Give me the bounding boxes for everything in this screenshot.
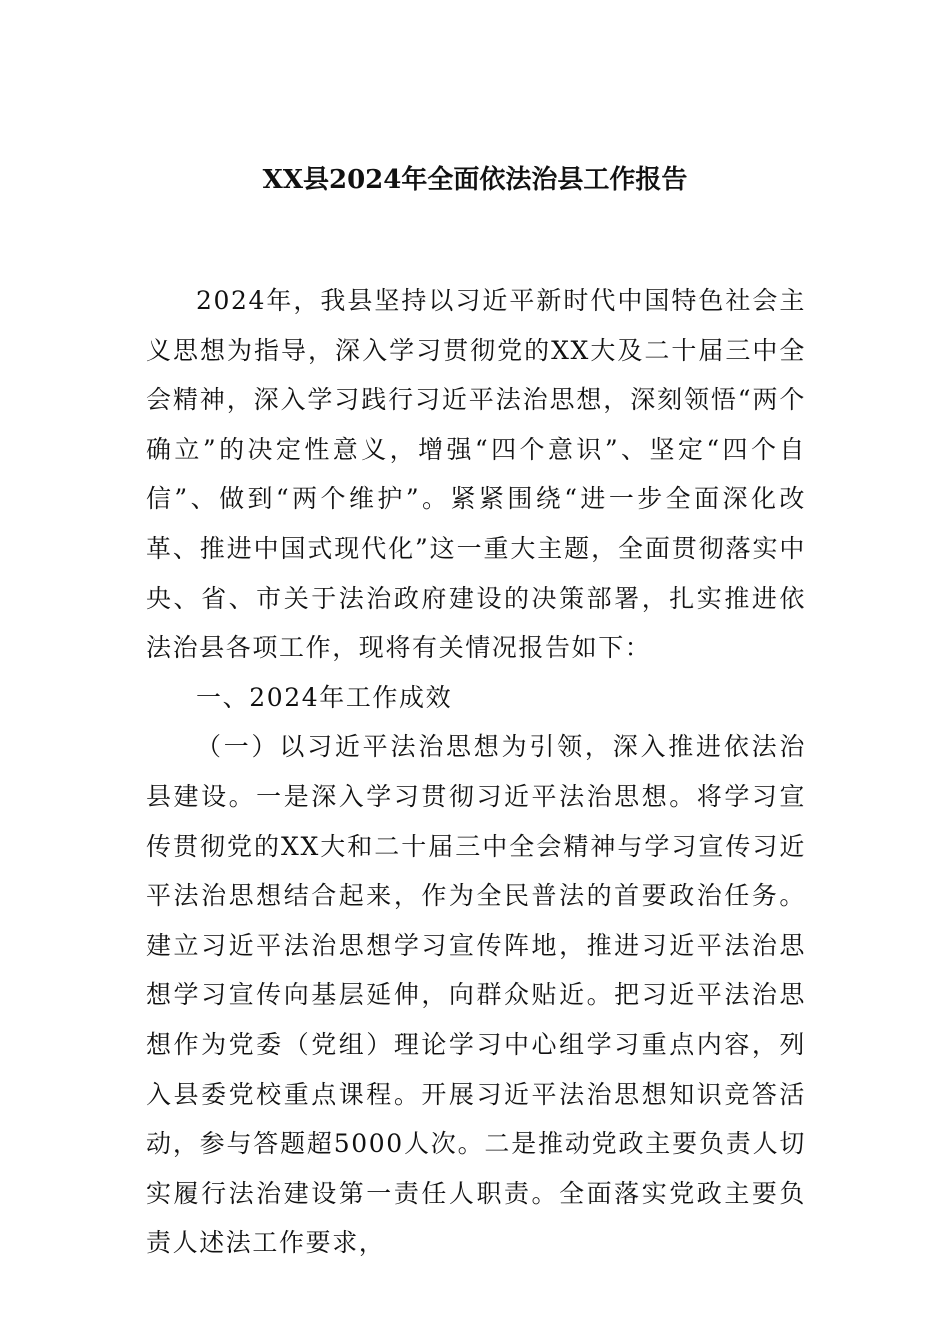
document-body bbox=[146, 276, 806, 1268]
section-heading: 一、2024年工作成效 bbox=[196, 682, 453, 712]
subsection-paragraph: （一）以习近平法治思想为引领，深入推进依法治县建设。一是深入学习贯彻习近平法治思想。将学习宣传贯彻党的XX大和二十届三中全会精神与学习宣传习近平法治思想结合起来，作为全民普法的首要政治任务。建立习近平法治思想学习宣传阵地，推进习近平法治思想学习宣传向基层延伸，向群众贴近。把习近平法治思想作为党委（党组）理论学习中心组学习重点内容，列入县委党校重点课程。开展习近平法治思想知识竞答活动，参与答题超5000人次。二是推动党政主要负责人切实履行法治建设第一责任人职责。全面落实党政主要负责人述法工作要求， bbox=[146, 732, 806, 1258]
intro-paragraph: 2024年，我县坚持以习近平新时代中国特色社会主义思想为指导，深入学习贯彻党的XX大及二十届三中全会精神，深入学习践行习近平法治思想，深刻领悟“两个确立”的决定性意义，增强“四个意识”、坚定“四个自信”、做到“两个维护”。紧紧围绕“进一步全面深化改革、推进中国式现代化”这一重大主题，全面贯彻落实中央、省、市关于法治政府建设的决策部署，扎实推进依法治县各项工作，现将有关情况报告如下： bbox=[146, 286, 806, 663]
document-title: XX县2024年全面依法治县工作报告 bbox=[262, 165, 688, 195]
